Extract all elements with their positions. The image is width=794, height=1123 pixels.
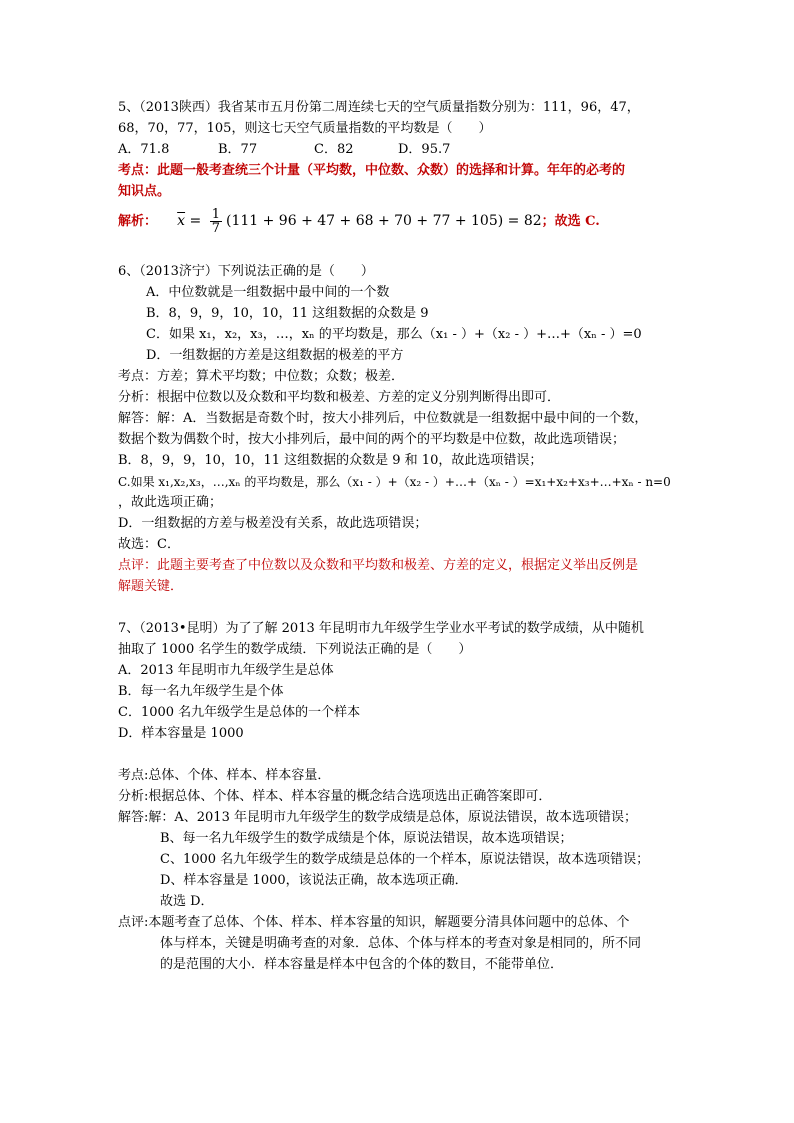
q5-option-b: B．77	[218, 142, 258, 157]
q7-option-d: D．样本容量是 1000	[118, 726, 244, 741]
q6-dianping-line2: 解题关键．	[118, 579, 184, 594]
q5-option-d: D．95.7	[398, 142, 451, 157]
q5-formula: $\overline{x}$ = $\frac{1}{7}$ (111 + 96 + 47 + 68 + 70 + 77 + 105) = 82	[177, 206, 542, 236]
q7-kaodian: 考点:总体、个体、样本、样本容量．	[118, 768, 331, 783]
q6-option-c: C．如果 x₁，x₂，x₃，…，xₙ 的平均数是，那么（x₁ - ）+（x₂ - ）+…+（xₙ - ）=0	[146, 327, 642, 342]
q7-dianping-line1: 点评:本题考查了总体、个体、样本、样本容量的知识，解题要分清具体问题中的总体、个	[118, 915, 630, 930]
q7-option-b: B．每一名九年级学生是个体	[118, 684, 284, 699]
q6-jieda-line5: ，故此选项正确；	[118, 495, 223, 510]
q6-answer: 故选：C．	[118, 537, 180, 552]
q5-kaodian-line2: 知识点。	[118, 184, 171, 199]
q6-option-b: B．8，9，9，10，10，11 这组数据的众数是 9	[146, 306, 429, 321]
q5-solution	[118, 206, 600, 237]
q5-options	[118, 141, 498, 159]
q6-jieda-line4: C.如果 x₁,x₂,x₃，…,xₙ 的平均数是，那么（x₁ - ）+（x₂ - ）+…+（xₙ - ）=x₁+x₂+x₃+…+xₙ - n=0	[118, 475, 671, 489]
q7-jieda-line2: B、每一名九年级学生的数学成绩是个体，原说法错误，故本选项错误；	[160, 831, 573, 846]
q7-dianping-line3: 的是范围的大小．样本容量是样本中包含的个体的数目，不能带单位．	[160, 957, 564, 972]
q6-jieda-line3: B．8，9，9，10，10，11 这组数据的众数是 9 和 10，故此选项错误；	[118, 453, 543, 468]
q5-formula-tail: (111 + 96 + 47 + 68 + 70 + 77 + 105) = 82	[225, 213, 542, 229]
q6-option-a: A．中位数就是一组数据中最中间的一个数	[146, 285, 390, 300]
q7-stem-line2: 抽取了 1000 名学生的数学成绩．下列说法正确的是（ ）	[118, 642, 472, 657]
q5-fraction: $\frac{1}{7}$	[211, 206, 220, 236]
q6-stem: 6、（2013济宁）下列说法正确的是（ ）	[118, 264, 374, 279]
q5-option-a: A．71.8	[118, 142, 170, 157]
q7-option-a: A．2013 年昆明市九年级学生是总体	[118, 663, 334, 678]
q5-stem-line2: 68，70，77，105，则这七天空气质量指数的平均数是（ ）	[118, 121, 492, 136]
q6-jieda-line2: 数据个数为偶数个时，按大小排列后，最中间的两个的平均数是中位数，故此选项错误；	[118, 432, 626, 447]
q6-jieda-line6: D．一组数据的方差与极差没有关系，故此选项错误；	[118, 516, 428, 531]
q6-dianping-line1: 点评：此题主要考查了中位数以及众数和平均数和极差、方差的定义，根据定义举出反例是	[118, 558, 639, 573]
q5-option-c: C．82	[314, 142, 354, 157]
q7-fenxi: 分析:根据总体、个体、样本、样本容量的概念结合选项选出正确答案即可．	[118, 789, 552, 804]
q6-jieda-line1: 解答：解：A．当数据是奇数个时，按大小排列后，中位数就是一组数据中最中间的一个数，	[118, 411, 648, 426]
q5-kaodian-line1: 考点：此题一般考查统三个计量（平均数，中位数、众数）的选择和计算。年年的必考的	[118, 163, 626, 178]
q7-answer: 故选 D．	[160, 894, 214, 909]
q7-option-c: C．1000 名九年级学生是总体的一个样本	[118, 705, 361, 720]
q5-jiexi-label: 解析：	[118, 214, 158, 229]
q7-stem-line1: 7、（2013•昆明）为了了解 2013 年昆明市九年级学生学业水平考试的数学成绩，从中随机	[118, 621, 644, 636]
q6-kaodian: 考点：方差；算术平均数；中位数；众数；极差．	[118, 369, 405, 384]
q6-fenxi: 分析：根据中位数以及众数和平均数和极差、方差的定义分别判断得出即可．	[118, 390, 561, 405]
q7-jieda-line3: C、1000 名九年级学生的数学成绩是总体的一个样本，原说法错误，故本选项错误；	[160, 852, 650, 867]
q5-jiexi-end: ；故选 C.	[541, 214, 600, 229]
q5-stem-line1: 5、（2013陕西）我省某市五月份第二周连续七天的空气质量指数分别为：111，96，47，	[118, 100, 640, 115]
q6-option-d: D．一组数据的方差是这组数据的极差的平方	[146, 348, 404, 363]
q7-jieda-line4: D、样本容量是 1000，该说法正确，故本选项正确．	[160, 873, 468, 888]
q7-dianping-line2: 体与样本，关键是明确考查的对象．总体、个体与样本的考查对象是相同的，所不同	[160, 936, 642, 951]
q7-jieda-line1: 解答:解：A、2013 年昆明市九年级学生的数学成绩是总体，原说法错误，故本选项错误；	[118, 810, 637, 825]
